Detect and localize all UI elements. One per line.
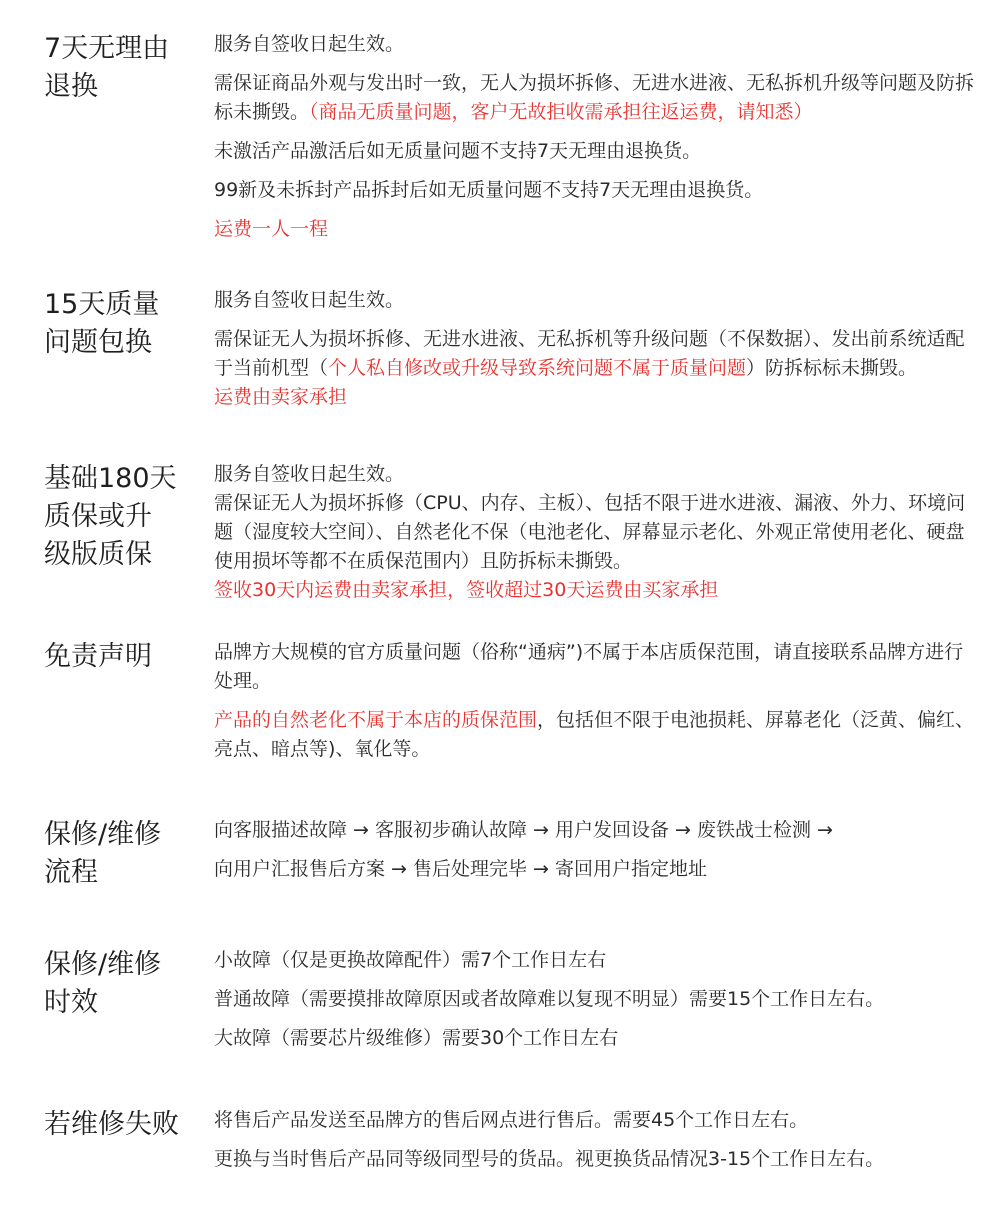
paragraph — [214, 638, 982, 696]
section-body — [214, 30, 982, 244]
text-segment: 服务自签收日起生效。 — [214, 463, 405, 485]
text-segment: 服务自签收日起生效。 — [214, 289, 405, 311]
highlight-text: 产品的自然老化不属于本店的质保范围 — [214, 709, 538, 731]
section-body — [214, 460, 982, 605]
text-segment: 普通故障（需要摸排故障原因或者故障难以复现不明显）需要15个工作日左右。 — [214, 988, 885, 1010]
section-heading: 免责声明 — [44, 641, 152, 672]
paragraph — [214, 706, 982, 764]
section-body — [214, 286, 982, 412]
paragraph — [214, 286, 982, 315]
text-segment: 需保证无人为损坏拆修、无进水进液、无私拆机等升级问题（不保数据）、发出前系统适配于当前机型（ — [214, 328, 965, 379]
section-heading: 保修/维修 流程 — [44, 819, 162, 888]
text-segment: 品牌方大规模的官方质量问题（俗称“通病”)不属于本店质保范围，请直接联系品牌方进行处理。 — [214, 641, 964, 692]
section-heading: 15天质量 问题包换 — [44, 289, 160, 358]
section-heading: 基础180天 质保或升 级版质保 — [44, 463, 177, 570]
text-segment: ）防拆标标未撕毁。 — [746, 357, 918, 379]
paragraph — [214, 576, 982, 605]
text-segment: 服务自签收日起生效。 — [214, 33, 405, 55]
highlight-text: 个人私自修改或升级导致系统问题不属于质量问题 — [328, 357, 747, 379]
text-segment: 需保证商品外观与发出时一致，无人为损坏拆修、无进水进液、无私拆机升级等问题及防拆标未撕毁。 — [214, 72, 975, 123]
paragraph — [214, 489, 982, 576]
paragraph — [214, 137, 982, 166]
highlight-text: 运费一人一程 — [214, 218, 329, 240]
section-body — [214, 1106, 982, 1174]
text-segment: 更换与当时售后产品同等级同型号的货品。视更换货品情况3-15个工作日左右。 — [214, 1148, 885, 1170]
text-segment: 未激活产品激活后如无质量问题不支持7天无理由退换货。 — [214, 140, 702, 162]
section-body — [214, 946, 982, 1053]
text-segment: 小故障（仅是更换故障配件）需7个工作日左右 — [214, 949, 607, 971]
paragraph — [214, 30, 982, 59]
paragraph — [214, 69, 982, 127]
paragraph — [214, 460, 982, 489]
text-segment: 大故障（需要芯片级维修）需要30个工作日左右 — [214, 1027, 619, 1049]
section-heading: 7天无理由 退换 — [44, 33, 170, 102]
section-body — [214, 638, 982, 764]
paragraph — [214, 1106, 982, 1135]
section-heading: 保修/维修 时效 — [44, 949, 162, 1018]
paragraph — [214, 1024, 982, 1053]
text-segment: 99新及未拆封产品拆封后如无质量问题不支持7天无理由退换货。 — [214, 179, 764, 201]
paragraph — [214, 176, 982, 205]
text-segment: 将售后产品发送至品牌方的售后网点进行售后。需要45个工作日左右。 — [214, 1109, 809, 1131]
highlight-text: 签收30天内运费由卖家承担，签收超过30天运费由买家承担 — [214, 579, 719, 601]
paragraph — [214, 855, 982, 884]
paragraph — [214, 383, 982, 412]
highlight-text: （商品无质量问题，客户无故拒收需承担往返运费，请知悉） — [309, 101, 813, 123]
paragraph — [214, 1145, 982, 1174]
highlight-text: 运费由卖家承担 — [214, 386, 348, 408]
section-body — [214, 816, 982, 884]
text-segment: ，包括但不限于电池损耗、屏幕老化（泛黄、偏红、亮点、暗点等)、氧化等。 — [214, 709, 975, 760]
paragraph — [214, 816, 982, 845]
text-segment: 向客服描述故障 → 客服初步确认故障 → 用户发回设备 → 废铁战士检测 → — [214, 819, 833, 841]
section-heading: 若维修失败 — [44, 1109, 179, 1140]
paragraph — [214, 325, 982, 383]
paragraph — [214, 946, 982, 975]
text-segment: 向用户汇报售后方案 → 售后处理完毕 → 寄回用户指定地址 — [214, 858, 707, 880]
paragraph — [214, 985, 982, 1014]
paragraph — [214, 215, 982, 244]
text-segment: 需保证无人为损坏拆修（CPU、内存、主板）、包括不限于进水进液、漏液、外力、环境问题（湿度较大空间）、自然老化不保（电池老化、屏幕显示老化、外观正常使用老化、硬盘使用损坏等都不在质保范围内）且防拆标未撕毁。 — [214, 492, 966, 572]
